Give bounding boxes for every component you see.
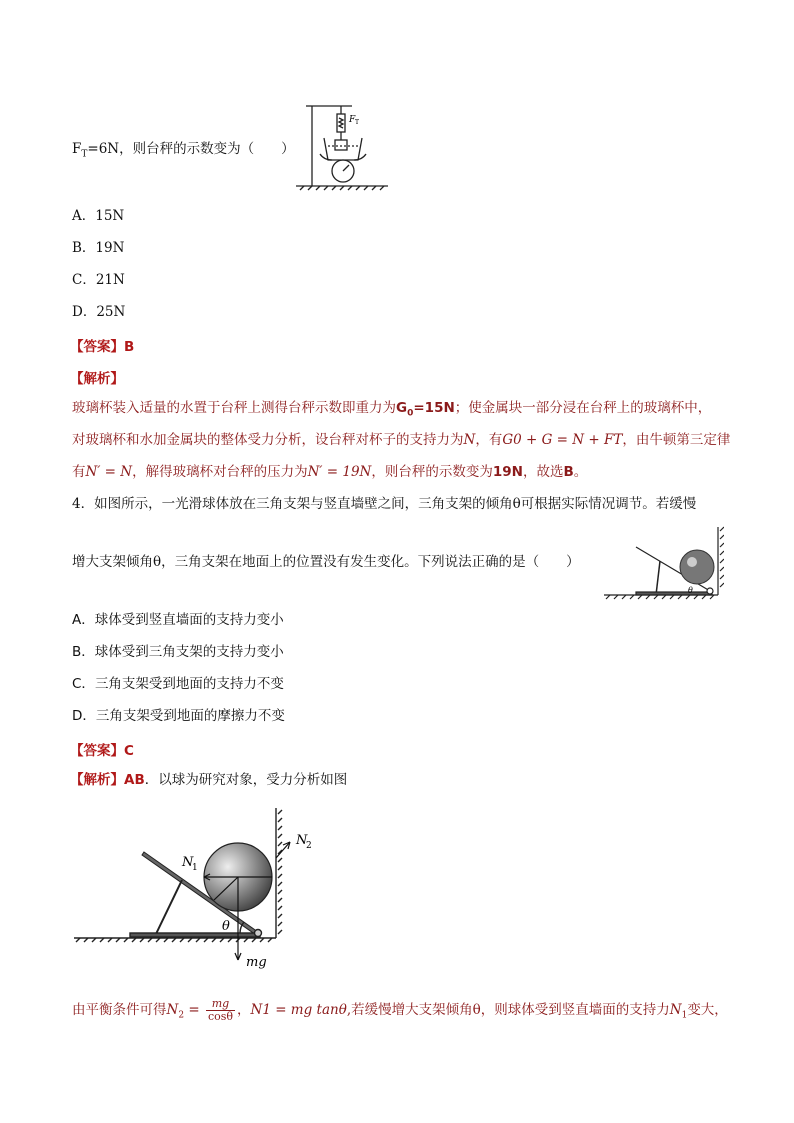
text-run: =15N — [413, 400, 455, 416]
q4-option-b — [72, 643, 284, 661]
text-run: ,若缓慢增大支架倾角θ，则球体受到竖直墙面的支持力 — [346, 1002, 670, 1018]
text-run: 19N — [492, 464, 523, 480]
text-run: G — [396, 400, 408, 416]
text-run: 0 — [407, 408, 414, 419]
q3-analysis-line1 — [72, 399, 711, 423]
n1-label: N — [182, 855, 194, 870]
text-run: ， — [237, 1002, 251, 1018]
math-run: G0 + G = N + FT — [502, 432, 623, 448]
q4-conclusion — [72, 994, 728, 1032]
option-text: 25N — [96, 304, 126, 320]
math-run: 1 — [681, 1010, 688, 1021]
option-letter: A． — [72, 612, 95, 628]
text-run: 变大， — [687, 1002, 728, 1018]
q3-option-c — [72, 271, 125, 289]
math-run: 2 — [178, 1010, 185, 1021]
text-run: ，解得玻璃杯对台秤的压力为 — [132, 464, 308, 480]
option-text: 21N — [95, 272, 125, 288]
math-run: N — [166, 1002, 179, 1018]
analysis-tag: 【解析】 — [70, 772, 124, 788]
fraction-denominator: cosθ — [207, 1010, 234, 1023]
text-run: 。 — [573, 464, 588, 480]
q4-stem-line2: 增大支架倾角θ，三角支架在地面上的位置没有发生变化。下列说法正确的是（ ） — [72, 554, 580, 570]
text-run: 玻璃杯装入适量的水置于台秤上测得台秤示数即重力为 — [72, 400, 396, 416]
option-text: 15N — [95, 208, 125, 224]
option-letter: D． — [72, 708, 96, 724]
text-run: ，有 — [475, 432, 503, 448]
answer-tag: 【答案】 — [70, 339, 124, 355]
option-text: 球体受到竖直墙面的支持力变小 — [94, 612, 284, 628]
answer-value: C — [124, 743, 134, 759]
q4-option-d — [72, 707, 285, 725]
q4-answer — [70, 739, 134, 759]
q3-answer — [70, 335, 134, 355]
option-letter: B． — [72, 240, 96, 256]
theta-label: θ — [688, 586, 693, 595]
q3-analysis-tag: 【解析】 — [70, 371, 124, 387]
option-text: 球体受到三角支架的支持力变小 — [94, 644, 284, 660]
math-run: N — [463, 432, 476, 448]
option-letter: C． — [72, 272, 96, 288]
q3-stem — [72, 140, 295, 164]
n2-label-sub: 2 — [306, 841, 312, 851]
text-run: 有 — [72, 464, 86, 480]
text-run: 对玻璃杯和水加金属块的整体受力分析，设台秤对杯子的支持力为 — [72, 432, 464, 448]
option-letter: A． — [72, 208, 96, 224]
q4-analysis — [70, 771, 347, 789]
q3-option-b — [72, 239, 124, 257]
q3-analysis-line3 — [72, 463, 587, 481]
answer-tag: 【答案】 — [70, 743, 124, 759]
math-run: N1 = mg tanθ — [250, 1002, 347, 1018]
ball-support-figure — [600, 525, 724, 603]
fraction — [206, 998, 235, 1023]
answer-value: B — [124, 339, 135, 355]
option-text: 三角支架受到地面的摩擦力不变 — [95, 708, 285, 724]
q3-stem-text: =6N，则台秤的示数变为（ ） — [87, 141, 295, 157]
text-run: ，则台秤的示数变为 — [371, 464, 493, 480]
option-text: 三角支架受到地面的支持力不变 — [94, 676, 284, 692]
text-run: ，由牛顿第三定律 — [622, 432, 731, 448]
text-run: B — [563, 464, 574, 480]
q3-analysis-line2 — [72, 431, 730, 449]
n2-label: N — [296, 833, 308, 848]
text-run: 由平衡条件可得 — [72, 1002, 167, 1018]
q4-option-c — [72, 675, 284, 693]
mg-label: mg — [246, 955, 267, 970]
q3-stem-prefix: F — [72, 141, 82, 157]
math-run: N — [669, 1002, 682, 1018]
theta-label: θ — [222, 919, 230, 934]
analysis-text: ．以球为研究对象，受力分析如图 — [144, 772, 348, 788]
analysis-ab: AB — [124, 772, 145, 788]
q4-stem-line1: 4．如图所示，一光滑球体放在三角支架与竖直墙壁之间，三角支架的倾角θ可根据实际情况调节。若缓慢 — [72, 496, 697, 512]
option-letter: C． — [72, 676, 95, 692]
option-text: 19N — [95, 240, 125, 256]
text-run: ，故选 — [522, 464, 564, 480]
math-run: = — [184, 1002, 204, 1018]
fraction-numerator: mg — [206, 998, 235, 1011]
n1-label-sub: 1 — [192, 863, 198, 873]
option-letter: B． — [72, 644, 95, 660]
q4-option-a — [72, 611, 284, 629]
text-run: ；使金属块一部分浸在台秤上的玻璃杯中， — [454, 400, 712, 416]
math-run: N′ = 19N — [307, 464, 372, 480]
math-run: N′ = N — [85, 464, 133, 480]
q3-option-a — [72, 207, 124, 225]
q3-option-d — [72, 303, 125, 321]
option-letter: D． — [72, 304, 97, 320]
ft-label-sub: T — [355, 119, 360, 126]
q3-stem-sub: T — [81, 149, 88, 160]
ft-label: F — [349, 115, 356, 125]
force-diagram — [72, 800, 332, 980]
spring-scale-figure — [292, 100, 392, 192]
